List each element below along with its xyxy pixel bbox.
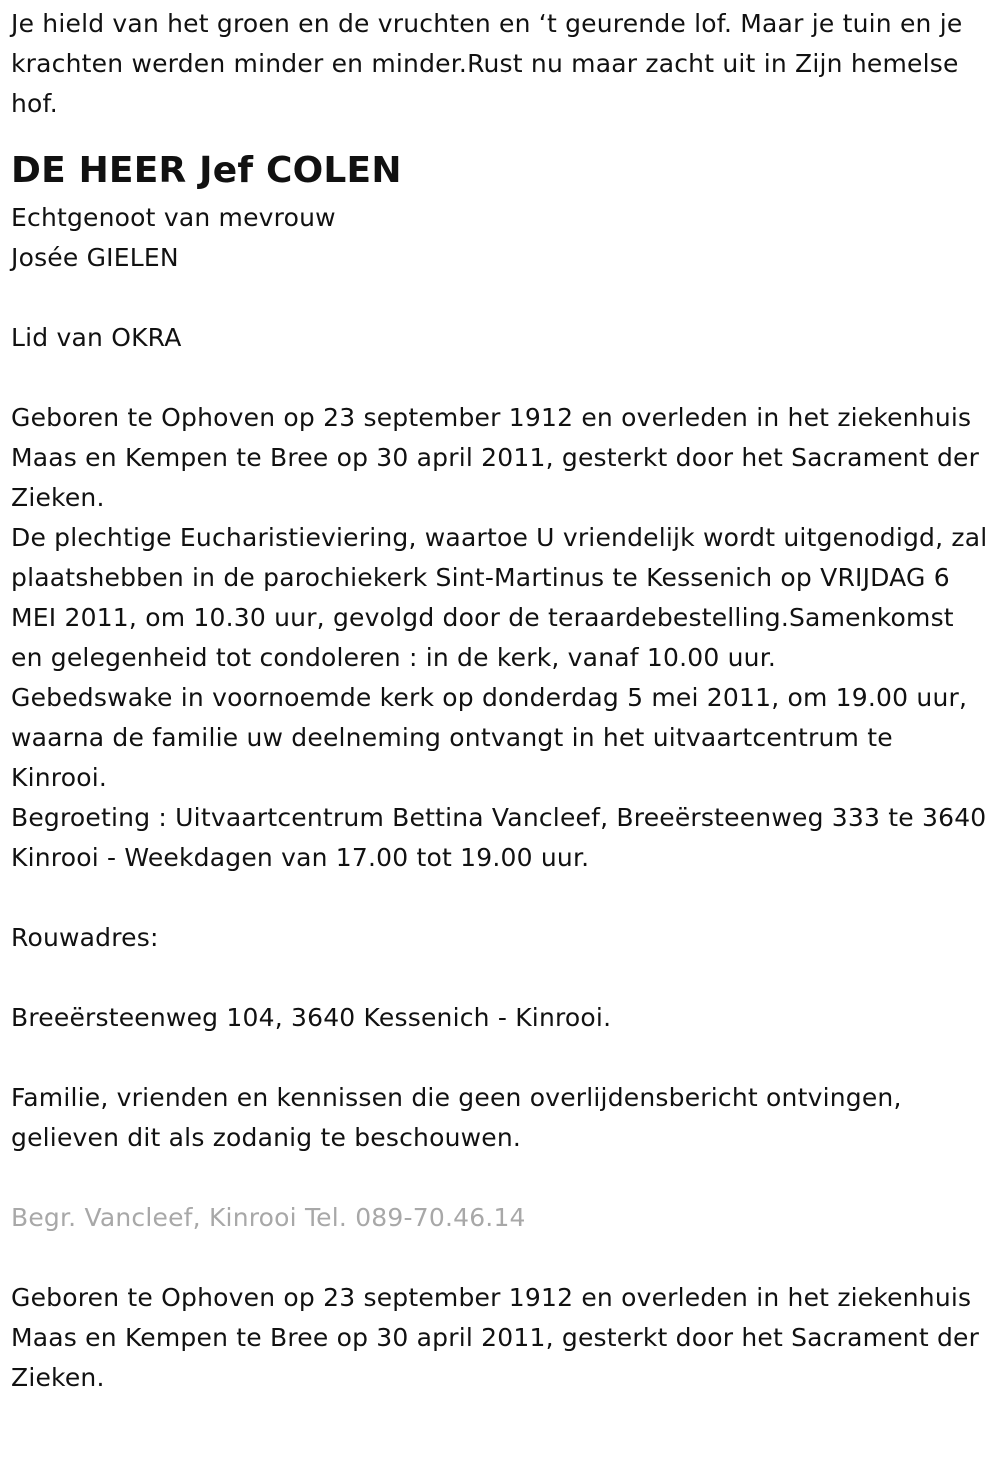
mourning-address: Breeërsteenweg 104, 3640 Kessenich - Kinrooi. — [11, 1003, 612, 1032]
funeral-service-paragraph: De plechtige Eucharistieviering, waartoe U vriendelijk wordt uitgenodigd, zal plaatshebben in de parochiekerk Sint-Martinus te Kessenich op VRIJDAG 6 MEI 2011, om 10.30 uur, gevolgd door de teraardebestelling.Samenkomst en gelegenheid tot condoleren : in de kerk, vanaf 10.00 uur. — [11, 523, 988, 672]
undertaker-contact: Begr. Vancleef, Kinrooi Tel. 089-70.46.14 — [11, 1203, 526, 1232]
prayer-vigil-paragraph: Gebedswake in voornoemde kerk op donderdag 5 mei 2011, om 19.00 uur, waarna de familie uw deelneming ontvangt in het uitvaartcentrum te Kinrooi. — [11, 683, 968, 792]
memorial-poem: Je hield van het groen en de vruchten en ‘t geurende lof. Maar je tuin en je krachten werden minder en minder.Rust nu maar zacht uit in Zijn hemelse hof. — [11, 9, 963, 118]
birth-death-paragraph: Geboren te Ophoven op 23 september 1912 en overleden in het ziekenhuis Maas en Kempen te Bree op 30 april 2011, gesterkt door het Sacrament der Zieken. — [11, 403, 980, 512]
spacer — [11, 878, 988, 918]
spacer — [11, 124, 988, 144]
greeting-paragraph: Begroeting : Uitvaartcentrum Bettina Vancleef, Breeërsteenweg 333 te 3640 Kinrooi - Weekdagen van 17.00 tot 19.00 uur. — [11, 803, 987, 872]
birth-death-paragraph-repeat: Geboren te Ophoven op 23 september 1912 en overleden in het ziekenhuis Maas en Kempen te Bree op 30 april 2011, gesterkt door het Sacrament der Zieken. — [11, 1283, 980, 1392]
spacer — [11, 1238, 988, 1278]
membership-line: Lid van OKRA — [11, 323, 182, 352]
spacer — [11, 958, 988, 998]
spacer — [11, 278, 988, 318]
deceased-name-heading: DE HEER Jef COLEN — [11, 150, 402, 191]
family-note-paragraph: Familie, vrienden en kennissen die geen overlijdensbericht ontvingen, gelieven dit als zodanig te beschouwen. — [11, 1083, 902, 1152]
spacer — [11, 1038, 988, 1078]
mourning-address-label: Rouwadres: — [11, 923, 159, 952]
spouse-line-1: Echtgenoot van mevrouw — [11, 203, 336, 232]
spouse-line-2: Josée GIELEN — [11, 243, 179, 272]
spacer — [11, 1158, 988, 1198]
spacer — [11, 358, 988, 398]
